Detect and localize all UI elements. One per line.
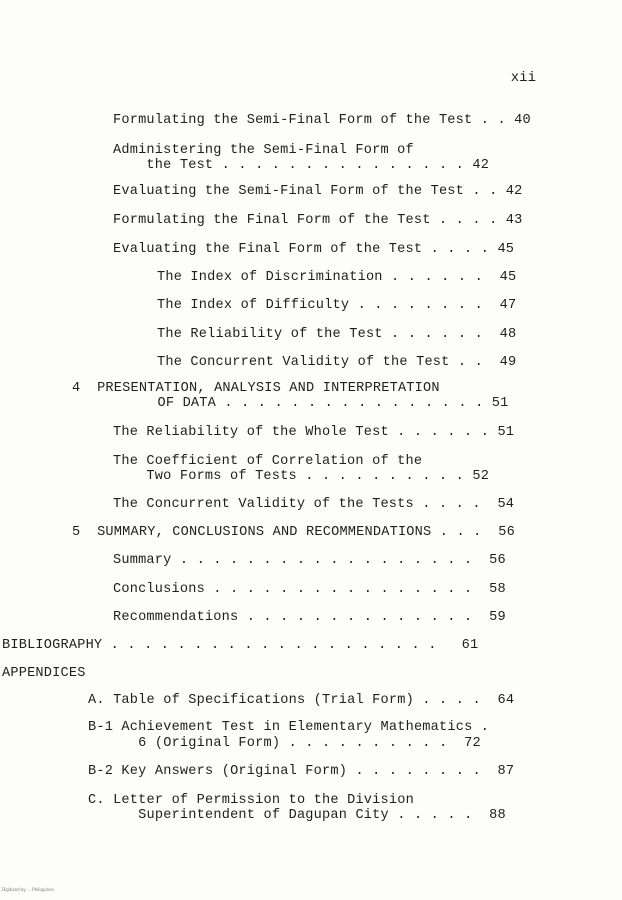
toc-entry: The Concurrent Validity of the Test . . 49	[157, 355, 517, 370]
appendix-entry: A. Table of Specifications (Trial Form) . . . . 64	[88, 693, 515, 708]
appendix-entry: B-2 Key Answers (Original Form) . . . . . . . . 87	[88, 764, 515, 779]
toc-entry: The Index of Difficulty . . . . . . . . 47	[157, 298, 517, 313]
toc-entry: The Reliability of the Test . . . . . . 48	[157, 327, 517, 342]
toc-entry: Administering the Semi-Final Form of	[113, 143, 414, 158]
toc-entry: Formulating the Semi-Final Form of the Test . . 40	[113, 113, 531, 128]
appendix-entry: C. Letter of Permission to the Division	[88, 793, 414, 808]
appendix-entry: B-1 Achievement Test in Elementary Mathematics .	[88, 720, 490, 735]
chapter-heading: 5 SUMMARY, CONCLUSIONS AND RECOMMENDATIONS . . . 56	[72, 525, 515, 540]
bibliography-entry: BIBLIOGRAPHY . . . . . . . . . . . . . . . . . . . . 61	[2, 638, 479, 653]
chapter-heading: OF DATA . . . . . . . . . . . . . . . . 51	[99, 396, 509, 411]
toc-entry: Evaluating the Final Form of the Test . . . . 45	[113, 242, 515, 257]
toc-entry: The Coefficient of Correlation of the	[113, 454, 423, 469]
appendix-entry: 6 (Original Form) . . . . . . . . . . 72	[88, 736, 481, 751]
toc-entry: The Index of Discrimination . . . . . . 45	[157, 270, 517, 285]
appendix-entry: Superintendent of Dagupan City . . . . . 88	[88, 808, 506, 823]
page-number: xii	[510, 70, 536, 86]
toc-entry: The Reliability of the Whole Test . . . . . . 51	[113, 425, 515, 440]
toc-entry: Conclusions . . . . . . . . . . . . . . . . 58	[113, 582, 506, 597]
toc-entry: The Concurrent Validity of the Tests . . . . 54	[113, 497, 515, 512]
toc-entry: Evaluating the Semi-Final Form of the Test . . 42	[113, 184, 523, 199]
toc-entry: Summary . . . . . . . . . . . . . . . . . . 56	[113, 553, 506, 568]
toc-entry: the Test . . . . . . . . . . . . . . . 42	[113, 158, 490, 173]
appendices-heading: APPENDICES	[2, 666, 86, 681]
digitization-footer: Digitized by ... Philippines	[2, 887, 54, 892]
toc-entry: Recommendations . . . . . . . . . . . . . . 59	[113, 610, 506, 625]
chapter-heading: 4 PRESENTATION, ANALYSIS AND INTERPRETATION	[72, 381, 440, 396]
toc-entry: Two Forms of Tests . . . . . . . . . . 52	[113, 469, 490, 484]
toc-entry: Formulating the Final Form of the Test . . . . 43	[113, 213, 523, 228]
